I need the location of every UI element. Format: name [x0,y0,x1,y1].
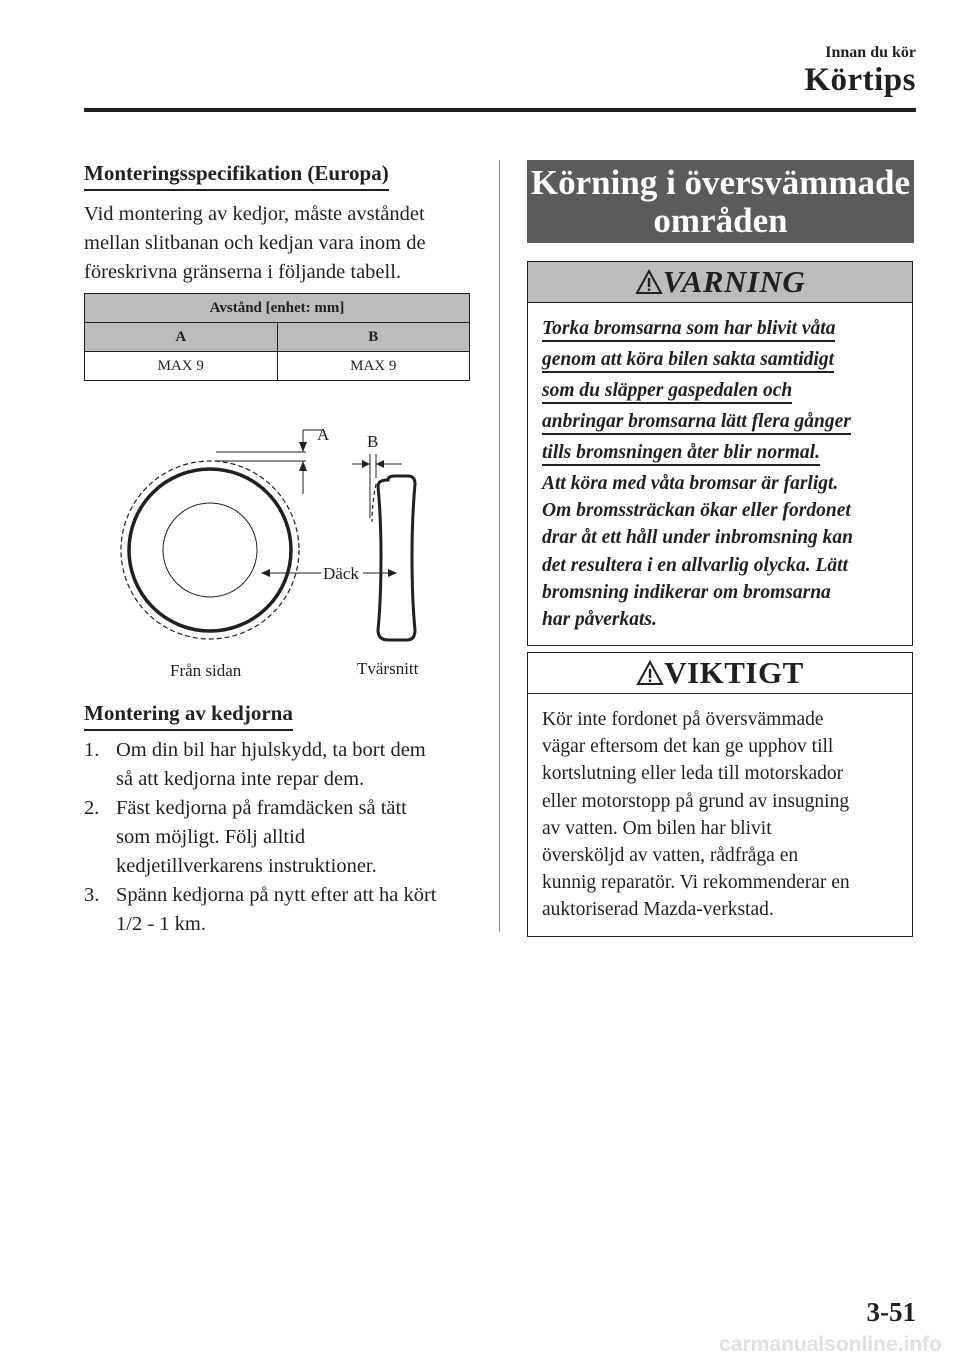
tire-chain-diagram [120,418,450,688]
warning-underlined-line: anbringar bromsarna lätt flera gånger [542,410,851,435]
warning-line: det resultera i en allvarlig olycka. Lätt [542,554,849,576]
warning-line: Om bromssträckan ökar eller fordonet [542,500,851,522]
label-b: B [367,432,379,451]
label-tire: Däck [323,564,359,583]
important-line: Kör inte fordonet på översvämmade [542,709,824,730]
warning-triangle-icon [636,660,664,686]
spec-paragraph-line: Vid montering av kedjor, måste avståndet [84,203,425,225]
list-item [84,736,480,794]
table-value-a: MAX 9 [85,352,278,381]
important-line: eller motorstopp på grund av insugning [542,790,850,812]
important-line: auktoriserad Mazda-verkstad. [542,899,774,921]
warning-body [528,303,912,645]
mount-steps-list [84,736,480,939]
mount-heading-wrap [84,700,293,731]
banner-line: Körning i översvämmade [530,163,911,202]
important-header [528,653,912,694]
spec-heading-wrap [84,160,389,191]
spec-heading: Monteringsspecifikation (Europa) [84,160,389,191]
section-subtitle: Innan du kör [825,44,916,61]
warning-line: Att köra med våta bromsar är farligt. [542,473,839,494]
label-a: A [317,425,330,444]
header-rule [84,108,916,112]
warning-line: drar åt ett håll under inbromsning kan [542,527,854,549]
important-line: översköljd av vatten, rådfråga en [542,845,799,867]
warning-line: har påverkats. [542,609,657,631]
warning-header [528,262,912,303]
important-line: kunnig reparatör. Vi rekommenderar en [542,872,850,894]
spec-paragraph-line: mellan slitbanan och kedjan vara inom de [84,232,426,254]
tire-cross-section [372,476,415,640]
list-item [84,794,480,881]
caption-cross-section: Tvärsnitt [357,659,419,678]
step-line: så att kedjorna inte repar dem. [116,768,365,790]
step-number: 1. [84,739,100,761]
important-line: kortslutning eller leda till motorskador [542,763,844,785]
table-header-b: B [277,323,470,352]
step-line: kedjetillverkarens instruktioner. [116,855,377,877]
warning-underlined-line: som du släpper gaspedalen och [542,379,792,404]
warning-title: VARNING [662,264,806,299]
warning-box [527,261,913,646]
mount-heading: Montering av kedjorna [84,700,293,731]
table-header-a: A [85,323,278,352]
column-divider [499,160,500,932]
important-line: av vatten. Om bilen har blivit [542,817,772,839]
warning-underlined-line: genom att köra bilen sakta samtidigt [542,348,834,373]
section-title: Körtips [804,62,916,98]
important-title: VIKTIGT [664,655,804,690]
important-box [527,652,913,937]
step-line: Fäst kedjorna på framdäcken så tätt [116,797,407,819]
important-body [528,694,912,936]
step-line: 1/2 - 1 km. [116,913,206,935]
section-banner [527,160,914,243]
spec-table [84,293,470,381]
warning-underlined-line: Torka bromsarna som har blivit våta [542,317,835,342]
table-title: Avstånd [enhet: mm] [85,294,470,323]
watermark: carmanualsonline.info [719,1333,942,1356]
page-number: 3-51 [866,1297,916,1327]
warning-line: bromsning indikerar om bromsarna [542,581,831,603]
warning-underlined-line: tills bromsningen åter blir normal. [542,441,820,466]
step-number: 2. [84,797,100,819]
spec-paragraph [84,200,476,287]
list-item [84,881,480,939]
step-line: Spänn kedjorna på nytt efter att ha kört [116,884,437,906]
step-number: 3. [84,884,100,906]
step-line: Om din bil har hjulskydd, ta bort dem [116,739,426,761]
banner-line: områden [653,201,788,240]
step-line: som möjligt. Följ alltid [116,826,306,848]
important-line: vägar eftersom det kan ge upphov till [542,736,834,758]
table-value-b: MAX 9 [277,352,470,381]
caption-side-view: Från sidan [170,661,242,680]
warning-triangle-icon [635,269,663,295]
tire-side-view [121,452,306,639]
spec-paragraph-line: föreskrivna gränserna i följande tabell. [84,261,402,283]
